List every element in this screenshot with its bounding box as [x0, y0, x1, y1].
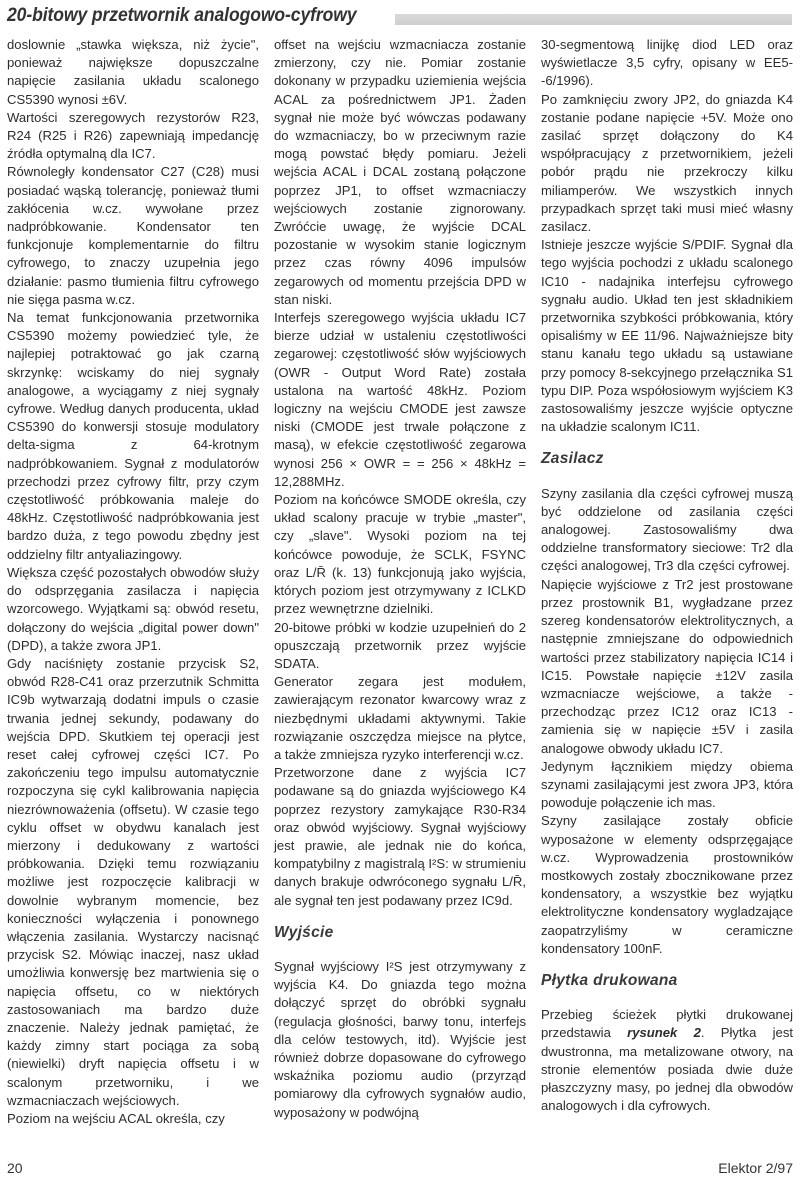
page-number: 20	[7, 1160, 23, 1176]
paragraph: Poziom na końcówce SMODE określa, czy układ scalony pracuje w trybie „master", czy „slave". Wysoki poziom na tej końcówce powoduje, że SCLK, FSYNC oraz L/R̄ (k. 13) funkcjonują jako wyjścia, których poziom jest otrzymywany z ICLKD przez wewnętrzne dzielniki.	[274, 492, 526, 617]
figure-reference: rysunek 2	[627, 1025, 701, 1041]
paragraph: Szyny zasilające zostały obficie wyposażone w elementy odsprzęgające w.cz. Wyprowadzenia prostowników mostkowych zostały zbocznikowane przez kondensatory, a wszystkie bez wyjątku elektrolityczne kondensatory wygladzające zaopatrzyliśmy w ceramiczne kondensatory 100nF.	[541, 813, 793, 956]
paragraph-text: . Płytka jest dwustronna, ma metalizowane otwory, na stronie elementów posiada dwie duże płaszczyzny masy, po jednej dla obwodów analogowych i dla cyfrowych.	[541, 1025, 794, 1114]
paragraph: doslownie „stawka większa, niż życie", ponieważ największe dopuszczalne napięcie zasilania układu scalonego CS5390 wynosi ±6V.	[7, 37, 259, 107]
paragraph: Poziom na wejściu ACAL określa, czy	[7, 1110, 225, 1126]
paragraph: 20-bitowe próbki w kodzie uzupełnień do 2 opuszczają przetwornik przez wyjście SDATA.	[274, 619, 526, 671]
paragraph: Sygnał wyjściowy I²S jest otrzymywany z wyjścia K4. Do gniazda tego można dołączyć sprzęt do obróbki sygnału (regulacja głośności, barwy tonu, interfejs dla celów testowych, itd). Wyjście jest również dobrze dopasowane do cyfrowego wskaźnika poziomu audio (przyrząd pomiarowy dla cyfrowych sygnałów audio, wyposażony w podwójną	[274, 958, 526, 1120]
paragraph: Gdy naciśnięty zostanie przycisk S2, obwód R28-C41 oraz przerzutnik Schmitta IC9b wytwarzają dodatni impuls o czasie trwania jednej sekundy, podawany do wejścia DPD. Skutkiem tej operacji jest reset całej cyfrowej części IC7. Po zakończeniu tego impulsu automatycznie rozpoczyna się cykl kalibrowania napięcia niezrównoważenia (offsetu). W czasie tego cyklu offset w obydwu kanalach jest mierzony i dedukowany z wartości próbkowania. Dzięki temu rozwiązaniu możliwe jest rozpoczęcie kalibracji w dowolnie wybranym momencie, bez konieczności wyłączenia i ponownego włączenia zasilania. Wystarczy nacisnąć przycisk S2. Mówiąc inaczej, nasz układ umożliwia konwersję bez martwienia się o napięcia offsetu, co w niektórych zastosowaniach ma bardzo duże znaczenie. Należy jednak pamiętać, że każdy zimny start pociąga za sobą (niewielki) dryft napięcia offsetu i w scalonym przetworniku, i we wzmacniaczach wejściowych.	[7, 655, 259, 1108]
paragraph	[541, 1006, 793, 1115]
paragraph: offset na wejściu wzmacniacza zostanie zmierzony, czy nie. Pomiar zostanie dokonany w przypadku uziemienia wejścia ACAL za pośrednictwem JP1. Żaden sygnał nie może być wówczas podawany do wzmacniaczy, bo w przeciwnym razie mogą powstać błędy pomiaru. Jeżeli wejścia ACAL i DCAL zostaną połączone poprzez JP1, to offset wzmacniaczy wejściowych zostanie zignorowany. Zwróćcie uwagę, że wyjście DCAL pozostanie w wysokim stanie logicznym przez czas równy 4096 impulsów zegarowych od momentu przejścia DPD w stan niski.	[274, 37, 526, 307]
paragraph: Przetworzone dane z wyjścia IC7 podawane są do gniazda wyjściowego K4 poprzez rezystory zamykające R30-R34 oraz obwód wyjściowy. Sygnał wyjściowy jest prawie, ale jednak nie do końca, kompatybilny z magistralą I²S: w strumieniu danych brakuje odwróconego sygnału L/R̄, ale sygnał ten jest podawany przez IC9d.	[274, 765, 526, 908]
section-heading-wyjscie: Wyjście	[274, 923, 334, 941]
paragraph: 30-segmentową linijkę diod LED oraz wyświetlacze 3,5 cyfry, opisany w EE5--6/1996).	[541, 37, 793, 89]
paragraph: Równoległy kondensator C27 (C28) musi posiadać wąską tolerancję, ponieważ tłumi zakłócenia w.cz. wywołane przez nadpróbkowanie. Kondensator ten funkcjonuje komplementarnie do filtru cyfrowego, to znaczy uzupełnia jego działanie: pasmo tłumienia filtru cyfrowego nie sięga pasma w.cz.	[7, 164, 259, 307]
paragraph: Generator zegara jest modułem, zawierającym rezonator kwarcowy wraz z niezbędnymi układami aktywnymi. Takie rozwiązanie oszczędza miejsce na płytce, a także zmniejsza ryzyko interferencji w.cz.	[274, 674, 526, 762]
text-column-2	[274, 36, 526, 1122]
section-heading-plytka-drukowana: Płytka drukowana	[541, 971, 678, 989]
text-column-1	[7, 36, 259, 1128]
text-column-3	[541, 36, 793, 1115]
paragraph: Na temat funkcjonowania przetwornika CS5390 możemy powiedzieć tyle, że najlepiej potraktować go jak czarną skrzynkę: wciskamy do niej sygnały analogowe, a wyciągamy z niej sygnały cyfrowe. Według danych producenta, układ CS5390 do konwersji stosuje modulatory delta-sigma z 64-krotnym nadpróbkowaniem. Sygnał z modulatorów przechodzi przez cyfrowy filtr, przy czym częstotliwość próbkowania maleje do 48kHz. Częstotliwość nadpróbkowania jest bardzo duża, z tego powodu zbędny jest oddzielny filtr antyaliazingowy.	[7, 310, 259, 562]
paragraph: Jedynym łącznikiem między obiema szynami zasilającymi jest zwora JP3, która powoduje połączenie ich mas.	[541, 758, 793, 811]
paragraph: Wartości szeregowych rezystorów R23, R24 (R25 i R26) zapewniają impedancję źródła optymalną dla IC7.	[7, 109, 259, 162]
paragraph: Napięcie wyjściowe z Tr2 jest prostowane przez prostownik B1, wygładzane przez szereg kondensatorów elektrolitycznych, a następnie zmniejszane do odpowiednich wartości przez stabilizatory napięcia IC14 i IC15. Powstałe napięcie ±12V zasila wzmacniacze wejściowe, a także - przechodząc przez IC12 oraz IC13 - zamienia się w napięcie ±5V i zasila analogowe obwody układu IC7.	[541, 576, 793, 756]
header-decorative-bar	[395, 14, 792, 25]
paragraph: Istnieje jeszcze wyjście S/PDIF. Sygnał dla tego wyjścia pochodzi z układu scalonego IC10 - nadajnika interfejsu cyfrowego sygnału audio. Układ ten jest składnikiem przetwornika szybkości próbkowania, który opisaliśmy w EE 11/96. Najważniejsze bity stanu kanału tego układu są ustawiane przy pomocy 8-sekcyjnego przełącznika S1 typu DIP. Poza współosiowym wyjściem K3 zastosowaliśmy jeszcze wyjście optyczne na układzie scalonym IC11.	[541, 237, 793, 435]
paragraph-text: Przebieg ścieżek płytki drukowanej przedstawia	[541, 1007, 793, 1041]
page-header	[7, 4, 797, 32]
paragraph: Po zamknięciu zwory JP2, do gniazda K4 zostanie podane napięcie +5V. Może ono zasilać sprzęt dołączony do K4 współpracujący z przetwornikiem, jeżeli pobór prądu nie przekroczy kilku miliamperów. We wszystkich innych przypadkach sprzęt taki musi mieć własny zasilacz.	[541, 91, 793, 235]
paragraph: Interfejs szeregowego wyjścia układu IC7 bierze udział w ustaleniu częstotliwości zegarowej: częstotliwość słów wyjściowych (OWR - Output Word Rate) została ustalona na wartość 48kHz. Poziom logiczny na wejściu CMODE jest zawsze niski (CMODE jest trwale połączone z masą), w efekcie częstotliwość zegarowa wynosi 256 × OWR = = 256 × 48kHz = 12,288MHz.	[274, 310, 526, 489]
paragraph: Większa część pozostałych obwodów służy do odsprzęgania zasilacza i napięcia wzorcowego. Wyjątkami są: obwód resetu, dołączony do wejścia „digital power down" (DPD), a także zwora JP1.	[7, 564, 259, 653]
article-title: 20-bitowy przetwornik analogowo-cyfrowy	[7, 4, 357, 26]
paragraph: Szyny zasilania dla części cyfrowej muszą być oddzielone od zasilania części analogowej. Zastosowaliśmy dwa oddzielne transformatory sieciowe: Tr2 dla części analogowej, Tr3 dla części cyfrowej.	[541, 485, 793, 574]
section-heading-zasilacz: Zasilacz	[541, 450, 604, 468]
issue-label: Elektor 2/97	[718, 1160, 793, 1176]
